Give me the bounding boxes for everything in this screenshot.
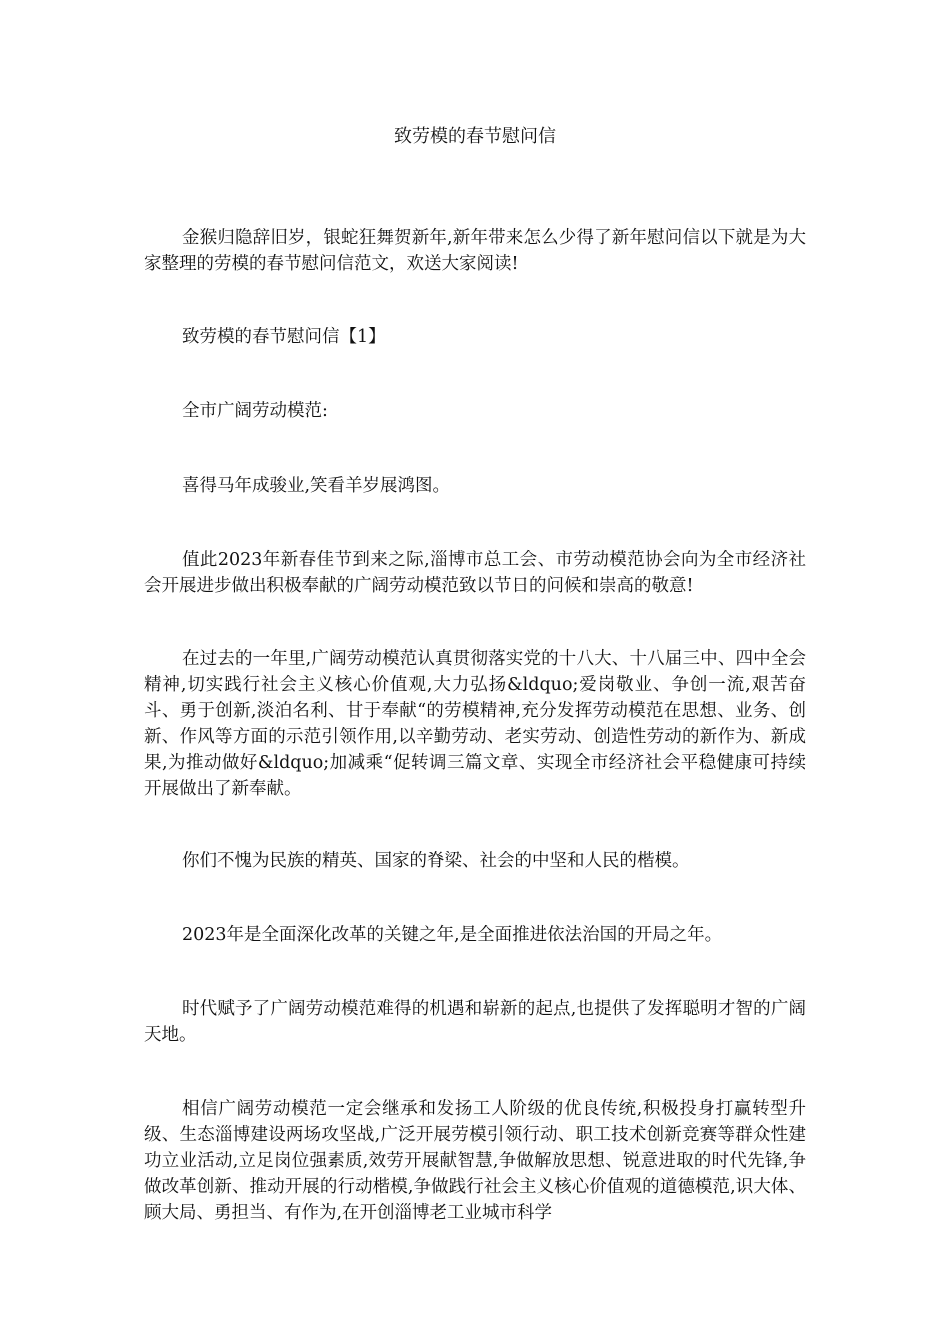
paragraph-expectation: 相信广阔劳动模范一定会继承和发扬工人阶级的优良传统,积极投身打赢转型升级、生态淄博建设两场攻坚战,广泛开展劳模引领行动、职工技术创新竞赛等群众性建功立业活动,立足岗位强素质,效劳开展献智慧,争做解放思想、锐意进取的时代先锋,争做改革创新、推动开展的行动楷模,争做践行社会主义核心价值观的道德模范,识大体、顾大局、勇担当、有作为,在开创淄博老工业城市科学 bbox=[144, 1099, 806, 1223]
document-title: 致劳模的春节慰问信 bbox=[394, 126, 556, 147]
section-heading: 致劳模的春节慰问信【1】 bbox=[182, 327, 386, 347]
paragraph-year-2023: 2023年是全面深化改革的关键之年,是全面推进依法治国的开局之年。 bbox=[182, 925, 723, 945]
paragraph-couplet: 喜得马年成骏业,笑看羊岁展鸿图。 bbox=[182, 476, 451, 496]
paragraph-opportunity: 时代赋予了广阔劳动模范难得的机遇和崭新的起点,也提供了发挥聪明才智的广阔天地。 bbox=[144, 999, 806, 1045]
paragraph-greeting: 值此2023年新春佳节到来之际,淄博市总工会、市劳动模范协会向为全市经济社会开展进步做出积极奉献的广阔劳动模范致以节日的问候和崇高的敬意! bbox=[144, 550, 806, 596]
paragraph-praise: 你们不愧为民族的精英、国家的脊梁、社会的中坚和人民的楷模。 bbox=[182, 851, 690, 871]
salutation: 全市广阔劳动模范: bbox=[182, 401, 328, 421]
paragraph-past-year: 在过去的一年里,广阔劳动模范认真贯彻落实党的十八大、十八届三中、四中全会精神,切实践行社会主义核心价值观,大力弘扬&ldquo;爱岗敬业、争创一流,艰苦奋斗、勇于创新,淡泊名利、甘于奉献“的劳模精神,充分发挥劳动模范在思想、业务、创新、作风等方面的示范引领作用,以辛勤劳动、老实劳动、创造性劳动的新作为、新成果,为推动做好&ldquo;加减乘“促转调三篇文章、实现全市经济社会平稳健康可持续开展做出了新奉献。 bbox=[144, 649, 806, 799]
paragraph-intro: 金猴归隐辞旧岁，银蛇狂舞贺新年,新年带来怎么少得了新年慰问信以下就是为大家整理的劳模的春节慰问信范文，欢送大家阅读! bbox=[144, 228, 806, 274]
